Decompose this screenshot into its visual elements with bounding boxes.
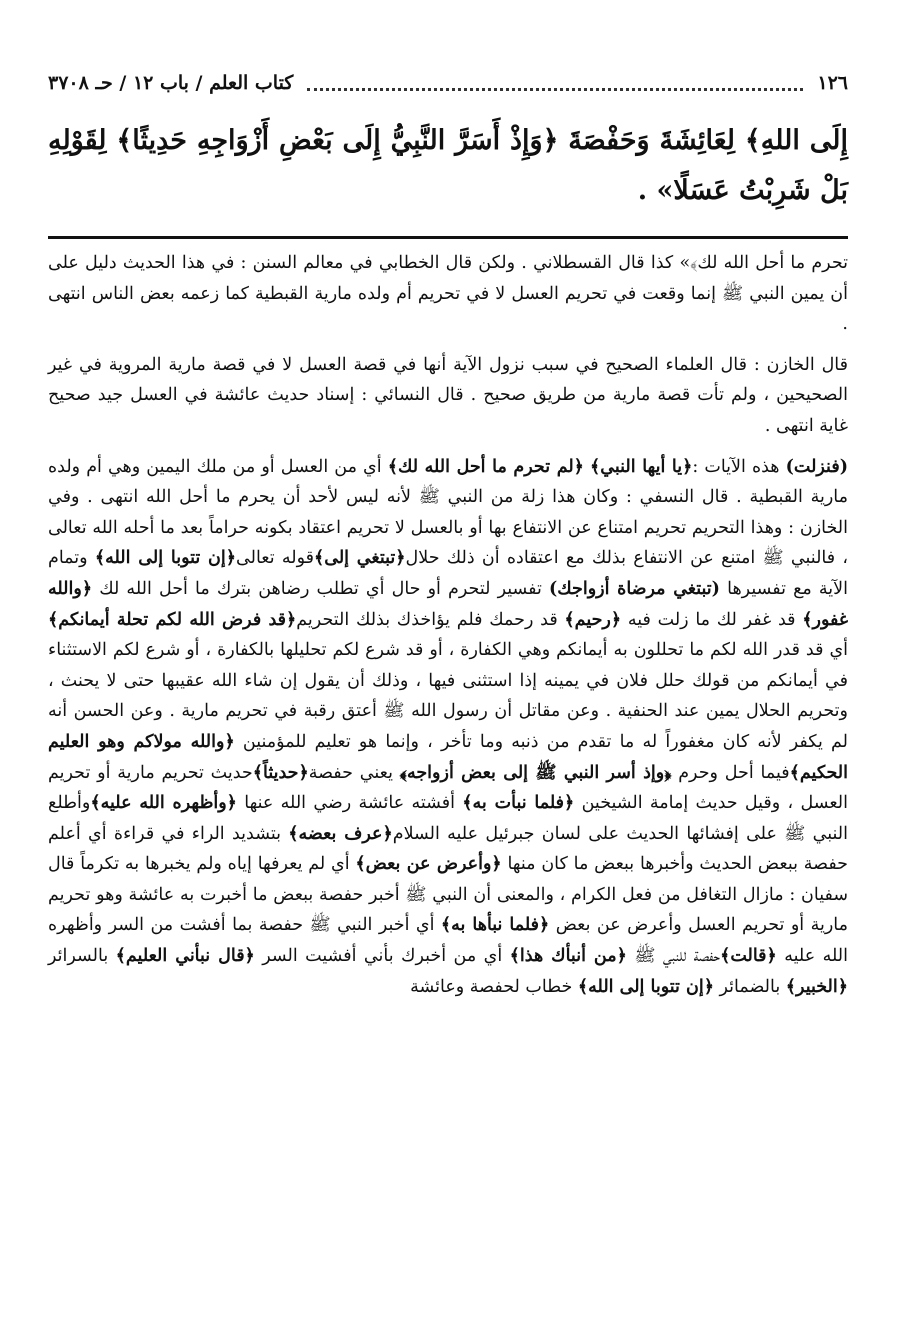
quran-quote: ﴿قالت﴾: [720, 946, 777, 967]
quran-quote: ﴿فلما نبأها به﴾: [440, 915, 550, 936]
commentary-text: قد رحمك فلم يؤاخذك بذلك التحريم: [296, 609, 565, 630]
commentary-text: أي قد قدر الله لكم ما تحللون به أيمانكم وهي الكفارة ، أو قد شرع لكم تحليلها بالكفارة ، أو شرع لكم الاستثناء في أيمانكم من قولك حلل فلان في يمينه إذا استثنى فيها ، وذلك أن يقول إن شاء الله عقيبها حتى لا يحنث ، وتحريم الحلال يمين عند الحنفية . وعن مقاتل أن رسول الله ﷺ أعتق رقبة في تحريم مارية . وعن الحسن أنه لم يكفر لأنه كان مغفوراً له ما تقدم من ذنبه وما تأخر ، وإنما هو تعليم للمؤمنين: [48, 640, 848, 752]
quran-quote: ﴿من أنبأك هذا﴾: [509, 946, 627, 967]
commentary-text: يعني حفصة: [308, 762, 400, 783]
quran-quote: ﴿والله غفور﴾: [48, 578, 848, 630]
commentary-paragraph-3: [48, 452, 848, 1003]
quran-quote: ﴿تبتغي إلى﴾: [313, 548, 406, 569]
commentary-text: وتمام الآية مع تفسيرها: [48, 548, 848, 599]
running-header: [48, 66, 848, 100]
commentary-text: أي أخبر النبي ﷺ حفصة بما أفشت من السر وأظهره الله عليه: [48, 915, 848, 967]
commentary-text: بالضمائر: [713, 976, 786, 997]
footnote-divider: [48, 236, 848, 239]
commentary-text: هذه الآيات :: [692, 456, 786, 477]
quran-quote: ﴿قد فرض الله لكم تحلة أيمانكم﴾: [48, 609, 297, 630]
commentary-text: أي من العسل أو من ملك اليمين وهي أم ولده مارية القبطية . قال النسفي : وكان هذا زلة من النبي ﷺ لأنه ليس لأحد أن يحرم ما أحل الله انتهى . وفي الخازن : وهذا التحريم تحريم امتناع عن الانتفاع بها أو بالعسل لا تحريم اعتقاد بكونه حراماً بعد ما أحله الله تعالى ، فالنبي ﷺ امتنع عن الانتفاع بذلك مع اعتقاده أن ذلك حلال: [48, 456, 849, 569]
commentary-text: فيما أحل وحرم: [671, 762, 790, 783]
quran-quote: ﴿يا أيها النبي﴾: [590, 456, 693, 477]
quoted-matn-phrase: (فنزلت): [785, 456, 848, 477]
commentary-text: وأطلع النبي ﷺ على إفشائها الحديث على لسان جبرئيل عليه السلام: [48, 793, 848, 844]
commentary-text: خطاب لحفصة وعائشة: [410, 976, 578, 997]
commentary-text: حفصة للنبي ﷺ: [626, 946, 721, 967]
quran-quote: (تبتغي مرضاة أزواجك): [549, 578, 720, 599]
header-dot-leader: [307, 88, 803, 91]
quran-quote: ﴿لم تحرم ما أحل الله لك﴾: [387, 456, 584, 477]
quran-quote: ﴿حديثاً﴾: [252, 762, 309, 783]
quran-quote: ﴿وإذ أسر النبي ﷺ إلى بعض أزواجه﴾: [399, 762, 672, 783]
quran-quote: ﴿وأظهره الله عليه﴾: [90, 793, 237, 814]
commentary-text: قوله تعالى: [236, 548, 314, 569]
commentary-text: حديث تحريم مارية أو تحريم العسل ، وقيل حديث إمامة الشيخين: [48, 762, 848, 814]
book-page: [48, 0, 848, 1340]
quran-quote: ﴿الخبير﴾: [785, 976, 848, 997]
commentary-text: قد غفر لك ما زلت فيه: [621, 609, 803, 630]
quran-quote: ﴿رحيم﴾: [564, 609, 622, 630]
commentary-paragraph-2: قال الخازن : قال العلماء الصحيح في سبب نزول الآية أنها في قصة العسل لا في قصة مارية المروية في غير الصحيحين ، ولم تأت قصة مارية من طريق صحيح . قال النسائي : إسناد حديث عائشة في العسل جيد صحيح غاية انتهى .: [48, 354, 848, 436]
book-chapter-reference: كتاب العلم / باب ١٢ / حـ ٣٧٠٨: [48, 72, 294, 94]
commentary-text: بالسرائر: [48, 946, 116, 967]
commentary-text: أي لم يعرفها إياه ولم يخبرها به تكرماً قال سفيان : مازال التغافل من فعل الكرام ، والمعنى أن النبي ﷺ أخبر حفصة ببعض ما أخبرت به عائشة وهو تحريم مارية أو تحريم العسل وأعرض عن بعض: [48, 854, 848, 936]
commentary-paragraph-1: تحرم ما أحل الله لك﴾» كذا قال القسطلاني . ولكن قال الخطابي في معالم السنن : في هذا الحديث دليل على أن يمين النبي ﷺ إنما وقعت في تحريم العسل لا في تحريم أم ولده مارية القبطية كما زعمه بعض الناس انتهى .: [48, 253, 848, 335]
commentary-text: بتشديد الراء في قراءة أي أعلم حفصة ببعض الحديث وأخبرها ببعض ما كان منها: [48, 823, 848, 875]
commentary-text: تفسير لتحرم أو حال أي تطلب رضاهن بترك ما أحل الله لك: [92, 578, 550, 599]
page-number: ١٢٦: [817, 72, 848, 94]
commentary-section: [48, 248, 848, 1002]
quran-quote: ﴿عرف بعضه﴾: [288, 823, 393, 844]
commentary-text: أي من أخبرك بأني أفشيت السر: [254, 946, 510, 967]
quran-quote: ﴿وأعرض عن بعض﴾: [355, 854, 502, 875]
quran-quote: ﴿إن تتوبا إلى الله﴾: [94, 548, 237, 569]
quran-quote: ﴿إن تتوبا إلى الله﴾: [577, 976, 714, 997]
quran-quote: ﴿فلما نبأت به﴾: [462, 793, 575, 814]
quran-quote: ﴿قال نبأني العليم﴾: [115, 946, 255, 967]
hadith-main-text: إِلَى اللهِ﴾ لِعَائِشَةَ وَحَفْصَةَ ﴿وَإِذْ أَسَرَّ النَّبِيُّ إِلَى بَعْضِ أَزْوَاجِهِ حَدِيثًا﴾ لِقَوْلِهِ بَلْ شَرِبْتُ عَسَلًا» .: [48, 125, 848, 206]
commentary-text: أفشته عائشة رضي الله عنها: [236, 793, 463, 814]
quran-quote: ﴿والله مولاكم وهو العليم الحكيم﴾: [48, 731, 848, 783]
